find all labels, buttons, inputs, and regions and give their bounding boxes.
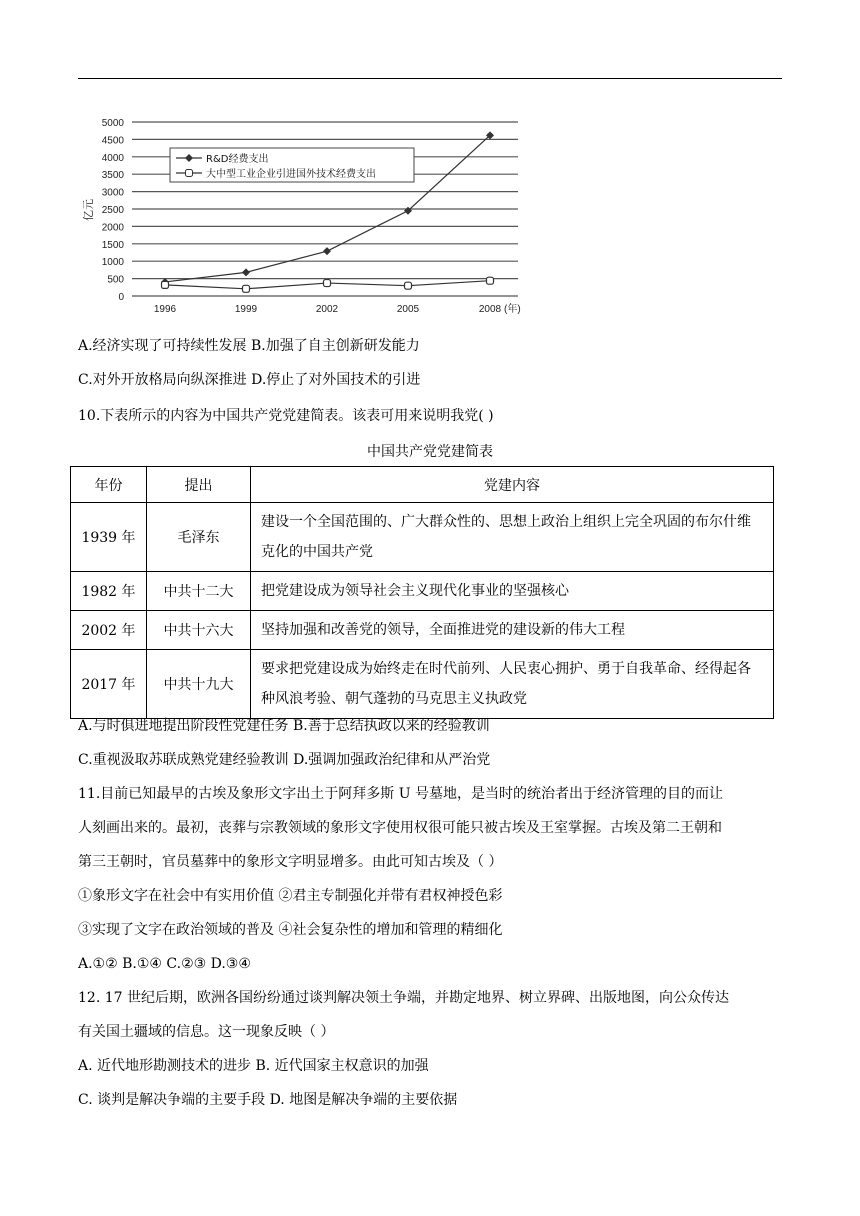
row-year: 2017 年: [71, 650, 147, 719]
row-content: 建设一个全国范围的、广大群众性的、思想上政治上组织上完全巩固的布尔什维克化的中国共产党: [251, 503, 774, 572]
q12-stem-line2: 有关国土疆域的信息。这一现象反映（ ）: [78, 1024, 335, 1040]
q10-stem: 10.下表所示的内容为中国共产党党建简表。该表可用来说明我党( ): [78, 408, 494, 424]
y-tick-label: 4500: [101, 135, 124, 147]
row-proposer: 中共十二大: [147, 572, 251, 611]
row-year: 1982 年: [71, 572, 147, 611]
legend-marker: [186, 170, 193, 177]
row-year: 1939 年: [71, 503, 147, 572]
y-tick-label: 0: [118, 292, 124, 303]
q10-options-ab: A.与时俱进地提出阶段性党建任务 B.善于总结执政以来的经验教训: [78, 718, 490, 734]
x-unit-label: (年): [504, 304, 521, 315]
q11-stem-line1: 11.目前已知最早的古埃及象形文字出土于阿拜多斯 U 号墓地，是当时的统治者出于经济管理的目的而让: [78, 786, 723, 802]
row-proposer: 中共十九大: [147, 650, 251, 719]
y-tick-label: 2000: [101, 222, 124, 234]
data-point: [487, 277, 494, 284]
table-row: [71, 611, 774, 650]
y-tick-label: 500: [107, 274, 124, 286]
y-tick-label: 1000: [101, 257, 124, 269]
table-header-row: [71, 467, 774, 503]
row-proposer: 中共十六大: [147, 611, 251, 650]
x-tick-label: 2005: [396, 304, 420, 315]
q9-options-ab: A.经济实现了可持续性发展 B.加强了自主创新研发能力: [78, 338, 420, 354]
header-content: 党建内容: [251, 467, 774, 503]
q11-stem-line2: 人刻画出来的。最初，丧葬与宗教领域的象形文字使用权很可能只被古埃及王室掌握。古埃及第二王朝和: [78, 820, 722, 836]
data-point: [162, 281, 169, 288]
q12-options-ab: A. 近代地形勘测技术的进步 B. 近代国家主权意识的加强: [78, 1058, 429, 1074]
x-tick-label: 1996: [153, 304, 177, 315]
data-point: [324, 280, 331, 287]
q11-stem-line3: 第三王朝时，官员墓葬中的象形文字明显增多。由此可知古埃及（ ）: [78, 854, 503, 870]
y-tick-label: 1500: [101, 239, 124, 251]
q12-options-cd: C. 谈判是解决争端的主要手段 D. 地图是解决争端的主要依据: [78, 1092, 458, 1108]
y-tick-label: 2500: [101, 205, 124, 216]
q9-options-cd: C.对外开放格局向纵深推进 D.停止了对外国技术的引进: [78, 372, 421, 388]
y-axis-label: 亿元: [82, 199, 95, 221]
header-year: 年份: [71, 467, 147, 503]
data-point: [243, 285, 250, 292]
row-content: 坚持加强和改善党的领导，全面推进党的建设新的伟大工程: [251, 611, 774, 650]
y-tick-label: 3000: [101, 187, 124, 199]
x-tick-label: 2008: [478, 304, 502, 315]
table-row: [71, 572, 774, 611]
q11-items-34: ③实现了文字在政治领域的普及 ④社会复杂性的增加和管理的精细化: [78, 922, 503, 938]
legend-entry: R&D经费支出: [206, 154, 269, 165]
y-tick-label: 5000: [101, 118, 124, 129]
row-content: 要求把党建设成为始终走在时代前列、人民衷心拥护、勇于自我革命、经得起各种风浪考验、朝气蓬勃的马克思主义执政党: [251, 650, 774, 719]
data-point: [405, 282, 412, 289]
table-row: [71, 503, 774, 572]
data-point: [323, 247, 331, 255]
data-point: [242, 268, 250, 276]
q12-stem-line1: 12. 17 世纪后期，欧洲各国纷纷通过谈判解决领土争端，并勘定地界、树立界碑、出版地图，向公众传达: [78, 990, 729, 1006]
line-chart: [82, 108, 532, 318]
q10-options-cd: C.重视汲取苏联成熟党建经验教训 D.强调加强政治纪律和从严治党: [78, 752, 491, 768]
table-row: [71, 650, 774, 719]
header-proposer: 提出: [147, 467, 251, 503]
q11-options: A.①② B.①④ C.②③ D.③④: [78, 956, 251, 972]
legend-entry: 大中型工业企业引进国外技术经费支出: [206, 169, 376, 180]
party-building-table: [70, 466, 774, 719]
q10-table-title: 中国共产党党建简表: [367, 444, 493, 460]
row-year: 2002 年: [71, 611, 147, 650]
x-tick-label: 1999: [234, 304, 258, 315]
header-rule: [78, 78, 782, 79]
x-tick-label: 2002: [315, 304, 339, 315]
y-tick-label: 4000: [101, 152, 124, 164]
y-tick-label: 3500: [101, 170, 124, 182]
row-content: 把党建设成为领导社会主义现代化事业的坚强核心: [251, 572, 774, 611]
q11-items-12: ①象形文字在社会中有实用价值 ②君主专制强化并带有君权神授色彩: [78, 888, 503, 904]
row-proposer: 毛泽东: [147, 503, 251, 572]
